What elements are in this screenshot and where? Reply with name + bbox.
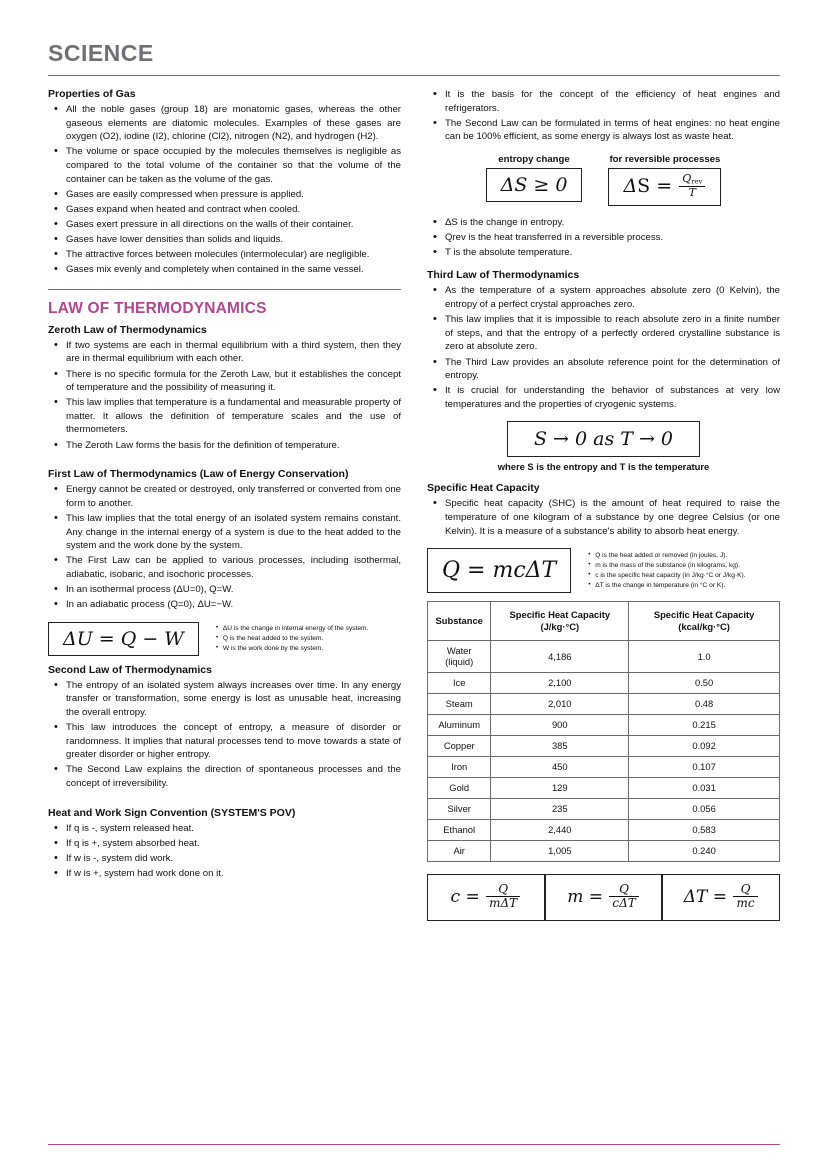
left-column [48,88,401,890]
entropy-change-cell [486,154,583,206]
list-sign-convention [48,822,401,881]
list-item: • This law introduces the concept of entropy, a measure of disorder or randomness. It implies that natural processes tend to move towards a state of greater disorder or higher entropy. [64,721,401,762]
equation-shc: Q = mcΔT [442,558,557,584]
cell-shc-joules: 2,100 [491,672,629,693]
list-specific-heat-capacity [427,497,780,538]
list-item: • If q is +, system absorbed heat. [64,837,401,851]
column-header-substance: Substance [428,602,491,641]
cell-shc-kcal: 0.48 [629,693,780,714]
equation-delta-temperature: ΔT = $\frac{Q}{mc}$ [684,887,759,907]
table-row [428,840,780,861]
cell-shc-joules: 900 [491,714,629,735]
list-zeroth-law [48,339,401,452]
list-second-law-continued [427,88,780,144]
section-heading-sign-convention: Heat and Work Sign Convention (SYSTEM'S POV) [48,806,296,819]
list-item: • There is no specific formula for the Zeroth Law, but it establishes the concept of temperature and the possibility of measuring it. [64,368,401,395]
cell-substance: Water (liquid) [428,640,491,672]
cell-shc-kcal: 0.50 [629,672,780,693]
list-item: • Gases exert pressure in all directions on the walls of their container. [64,218,401,232]
cell-shc-joules: 129 [491,777,629,798]
equation-box-entropy-change [486,168,583,202]
note-item: • Q is the heat added to the system. [223,634,401,644]
cell-substance: Gold [428,777,491,798]
label-reversible-processes: for reversible processes [609,153,721,165]
list-item: • Qrev is the heat transferred in a reversible process. [443,231,780,245]
list-item: • Energy cannot be created or destroyed, only transferred or converted from one form to another. [64,483,401,510]
list-item: • If two systems are each in thermal equilibrium with a third system, then they are in thermal equilibrium with each other. [64,339,401,366]
equation-first-law: ΔU = Q − W [63,627,184,650]
equation-mass: m = $\frac{Q}{\text{cΔT}}$ [567,887,640,907]
table-row [428,693,780,714]
section-heading-properties-of-gas: Properties of Gas [48,88,136,100]
equation-box-c [427,874,545,921]
cell-shc-joules: 235 [491,798,629,819]
section-heading-first-law: First Law of Thermodynamics (Law of Energy Conservation) [48,468,349,481]
column-header-shc-joules: Specific Heat Capacity (J/kg·°C) [491,602,629,641]
derived-formulas-row [427,874,780,921]
cell-substance: Steam [428,693,491,714]
cell-shc-kcal: 1.0 [629,640,780,672]
label-entropy-change: entropy change [498,153,570,165]
note-item: • Q is the heat added or removed (in joules, J). [595,551,780,561]
table-row [428,735,780,756]
equation-box-m [545,874,663,921]
equation-entropy-change: ΔS ≥ 0 [500,173,568,196]
title-divider [48,75,780,76]
two-column-layout [48,88,780,921]
table-header-row [428,602,780,641]
list-item: • T is the absolute temperature. [443,246,780,260]
note-item: • c is the specific heat capacity (in J/kg·°C or J/kg·K). [595,571,780,581]
shc-equation-block [427,548,780,593]
cell-shc-joules: 450 [491,756,629,777]
third-law-equation-wrapper [427,421,780,457]
column-header-shc-kcal: Specific Heat Capacity (kcal/kg·°C) [629,602,780,641]
equation-specific-heat: c = $\frac{Q}{\text{mΔT}}$ [451,887,522,907]
list-second-law [48,679,401,791]
section-heading-third-law: Third Law of Thermodynamics [427,269,580,282]
list-item: • It is the basis for the concept of the efficiency of heat engines and refrigerators. [443,88,780,115]
list-item: • If q is -, system released heat. [64,822,401,836]
cell-substance: Air [428,840,491,861]
section-heading-second-law: Second Law of Thermodynamics [48,663,212,676]
list-item: • In an isothermal process (ΔU=0), Q=W. [64,583,401,597]
list-first-law [48,483,401,611]
cell-shc-joules: 385 [491,735,629,756]
equation-box-delta-t [662,874,780,921]
table-row [428,777,780,798]
equation-reversible: ΔS = $\frac{Q_{rev}}{T}$ [623,175,706,197]
list-item: • Specific heat capacity (SHC) is the amount of heat required to raise the temperature of one kilogram of a substance by one degree Celsius (or one Kelvin). It is a measure of a substance's ability to absorb heat energy. [443,497,780,538]
list-item: • The attractive forces between molecules (intermolecular) are negligible. [64,248,401,262]
list-item: • This law implies that the total energy of an isolated system remains constant. Any change in the internal energy of a system is due to the heat added to the system and the work done by the system. [64,512,401,553]
cell-substance: Iron [428,756,491,777]
cell-substance: Ice [428,672,491,693]
list-item: • It is crucial for understanding the behavior of substances at very low temperatures and the properties of cryogenic systems. [443,384,780,411]
list-properties-of-gas [48,103,401,277]
cell-shc-joules: 1,005 [491,840,629,861]
list-item: • This law implies that temperature is a fundamental and measurable property of matter. It allows the definition of temperature scales and the use of thermometers. [64,396,401,437]
note-item: • ΔU is the change in internal energy of the system. [223,624,401,634]
list-item: • If w is +, system had work done on it. [64,867,401,881]
list-item: • All the noble gases (group 18) are monatomic gases, whereas the other gaseous elements are diatomic molecules. Examples of these gases are oxygen (O2), iodine (I2), chlorine (Cl2), nitrogen (N2), and hydrogen (H2). [64,103,401,144]
cell-shc-kcal: 0.583 [629,819,780,840]
list-item: • As the temperature of a system approaches absolute zero (0 Kelvin), the entropy of a perfect crystal approaches zero. [443,284,780,311]
section-heading-zeroth-law: Zeroth Law of Thermodynamics [48,323,207,336]
reversible-process-cell [608,154,721,206]
equation-box-third-law [507,421,700,457]
cell-shc-kcal: 0.056 [629,798,780,819]
footer-divider [48,1144,780,1145]
list-item: • The First Law can be applied to various processes, including isothermal, adiabatic, isobaric, and isochoric processes. [64,554,401,581]
equation-notes-first-law [211,624,401,654]
cell-shc-joules: 4,186 [491,640,629,672]
section-heading-law-of-thermodynamics: LAW OF THERMODYNAMICS [48,299,267,317]
list-item: • Gases mix evenly and completely when contained in the same vessel. [64,263,401,277]
note-item: • ΔT is the change in temperature (in °C or K). [595,581,780,591]
list-item: • Gases are easily compressed when pressure is applied. [64,188,401,202]
table-row [428,798,780,819]
cell-shc-kcal: 0.107 [629,756,780,777]
cell-substance: Aluminum [428,714,491,735]
note-item: • m is the mass of the substance (in kilograms, kg). [595,561,780,571]
list-item: • In an adiabatic process (Q=0), ΔU=−W. [64,598,401,612]
cell-shc-kcal: 0.215 [629,714,780,735]
cell-substance: Copper [428,735,491,756]
equation-third-law: S → 0 as T → 0 [533,428,674,451]
cell-shc-kcal: 0.092 [629,735,780,756]
section-divider [48,289,401,290]
table-row [428,714,780,735]
list-third-law [427,284,780,411]
table-row [428,640,780,672]
cell-substance: Ethanol [428,819,491,840]
cell-shc-joules: 2,440 [491,819,629,840]
equation-box-first-law [48,622,199,656]
equation-notes-shc [583,551,780,591]
right-column [427,88,780,921]
cell-shc-joules: 2,010 [491,693,629,714]
list-item: • If w is -, system did work. [64,852,401,866]
table-row [428,672,780,693]
entropy-equations-row [427,154,780,206]
list-item: • Gases expand when heated and contract when cooled. [64,203,401,217]
note-item: • W is the work done by the system. [223,644,401,654]
caption-third-law: where S is the entropy and T is the temperature [497,461,710,473]
list-entropy-notes [427,216,780,260]
page-title: SCIENCE [48,40,154,66]
list-item: • The Third Law provides an absolute reference point for the determination of entropy. [443,356,780,383]
list-item: • This law implies that it is impossible to reach absolute zero in a finite number of steps, and that the entropy of a perfectly ordered crystalline substance is zero at absolute zero. [443,313,780,354]
list-item: • The volume or space occupied by the molecules themselves is negligible as compared to the total volume of the container so that the volume of the container can be taken as the volume of the gas. [64,145,401,186]
section-heading-specific-heat-capacity: Specific Heat Capacity [427,482,540,495]
list-item: • Gases have lower densities than solids and liquids. [64,233,401,247]
equation-box-shc [427,548,571,593]
list-item: • The entropy of an isolated system always increases over time. In any energy transfer or transformation, some energy is lost as unusable heat, increasing the overall entropy. [64,679,401,720]
cell-shc-kcal: 0.240 [629,840,780,861]
cell-shc-kcal: 0.031 [629,777,780,798]
specific-heat-capacity-table [427,601,780,862]
list-item: • The Zeroth Law forms the basis for the definition of temperature. [64,439,401,453]
list-item: • The Second Law explains the direction of spontaneous processes and the concept of irreversibility. [64,763,401,790]
list-item: • ΔS is the change in entropy. [443,216,780,230]
table-row [428,756,780,777]
list-item: • The Second Law can be formulated in terms of heat engines: no heat engine can be 100% efficient, as some energy is always lost as waste heat. [443,117,780,144]
equation-box-reversible [608,168,721,206]
first-law-equation-block [48,622,401,656]
cell-substance: Silver [428,798,491,819]
table-row [428,819,780,840]
